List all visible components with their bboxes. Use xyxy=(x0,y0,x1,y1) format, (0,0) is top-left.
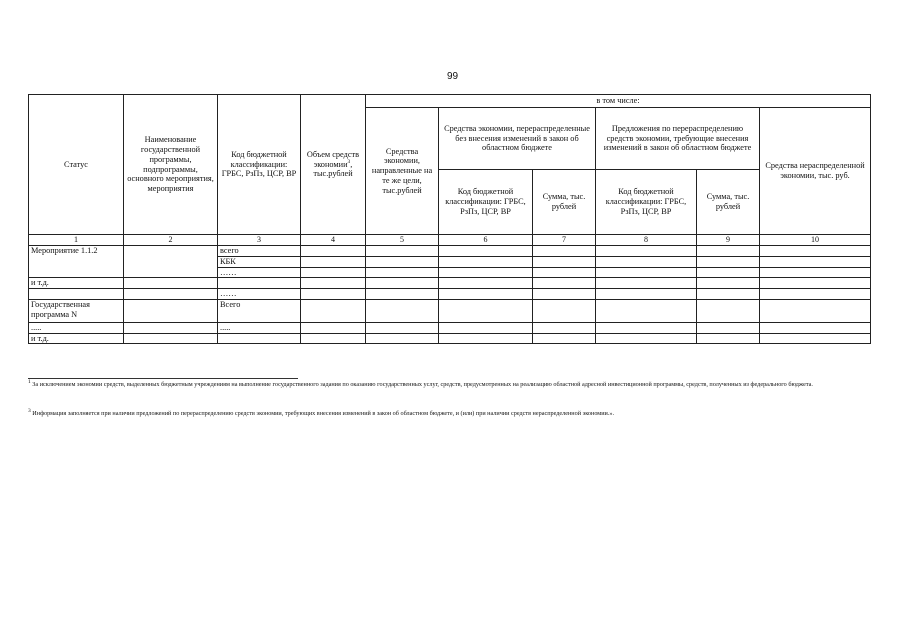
measure-status-cell: Мероприятие 1.1.2 xyxy=(29,246,124,278)
column-number: 3 xyxy=(218,235,301,246)
header-code: Код бюджетной классификации: ГРБС, РзПз, ЦСР, ВР xyxy=(218,95,301,235)
code-cell-total: всего xyxy=(218,246,301,257)
code-cell-dots: ..... xyxy=(218,322,301,333)
footnote-3-text: Информация заполняется при наличии предложений по перераспределению средств экономии, требующих внесения изменений в закон об областном бюджете, и (или) при наличии средств нераспределенной экономии.». xyxy=(32,410,615,417)
header-proposals: Предложения по перераспределению средств экономии, требующие внесения изменений в закон об областном бюджете xyxy=(596,108,760,170)
header-same-goals: Средства экономии, направленные на те же цели, тыс.рублей xyxy=(366,108,439,235)
program-status-cell: Государственная программа N xyxy=(29,299,124,322)
header-sum-7: Сумма, тыс. рублей xyxy=(533,170,596,235)
status-cell-dots: ..... xyxy=(29,322,124,333)
status-cell-etc: и т.д. xyxy=(29,278,124,289)
header-volume-unit: , тыс.рублей xyxy=(313,159,353,179)
footnote-1-mark: 1 xyxy=(28,378,31,385)
header-volume xyxy=(301,95,366,235)
column-number: 1 xyxy=(29,235,124,246)
column-number: 4 xyxy=(301,235,366,246)
table-row xyxy=(29,278,871,289)
header-redistributed: Средства экономии, перераспределенные без внесения изменений в закон об областном бюджете xyxy=(439,108,596,170)
table-row xyxy=(29,289,871,300)
code-cell-kbk: КБК xyxy=(218,256,301,267)
header-undistributed: Средства нераспределенной экономии, тыс. руб. xyxy=(760,108,871,235)
column-number-row xyxy=(29,235,871,246)
footnote-1 xyxy=(28,378,850,390)
column-number: 2 xyxy=(124,235,218,246)
header-group-including: в том числе: xyxy=(366,95,871,108)
table-row xyxy=(29,322,871,333)
name-cell xyxy=(124,246,218,278)
footnote-3-mark: 3 xyxy=(28,407,31,414)
column-number: 10 xyxy=(760,235,871,246)
header-volume-main: Объем средств экономии xyxy=(306,149,360,169)
status-cell-etc: и т.д. xyxy=(29,333,124,344)
column-number: 9 xyxy=(697,235,760,246)
header-code-8: Код бюджетной классификации: ГРБС, РзПз, ЦСР, ВР xyxy=(596,170,697,235)
column-number: 6 xyxy=(439,235,533,246)
savings-table xyxy=(28,94,871,344)
code-cell-total: Всего xyxy=(218,299,301,322)
page-number: 99 xyxy=(446,71,459,82)
footnote-divider xyxy=(28,378,298,379)
footnote-1-text: За исключением экономии средств, выделенных бюджетным учреждениям на выполнение государственного задания по оказанию государственных услуг, средств, предусмотренных на реализацию областной адресной инвестиционной программы, средств, полученных из федерального бюджета. xyxy=(32,381,813,388)
column-number: 5 xyxy=(366,235,439,246)
footnote-ref-3: 3 xyxy=(347,158,351,165)
header-sum-9: Сумма, тыс. рублей xyxy=(697,170,760,235)
code-cell-dots: …… xyxy=(218,289,301,300)
table-row xyxy=(29,299,871,322)
column-number: 7 xyxy=(533,235,596,246)
footnote-3 xyxy=(28,407,850,419)
table-row xyxy=(29,333,871,344)
header-status: Статус xyxy=(29,95,124,235)
table-row xyxy=(29,246,871,257)
column-number: 8 xyxy=(596,235,697,246)
header-code-6: Код бюджетной классификации: ГРБС, РзПз, ЦСР, ВР xyxy=(439,170,533,235)
code-cell-dots: …… xyxy=(218,267,301,278)
header-name: Наименование государственной программы, подпрограммы, основного мероприятия, мероприятия xyxy=(124,95,218,235)
